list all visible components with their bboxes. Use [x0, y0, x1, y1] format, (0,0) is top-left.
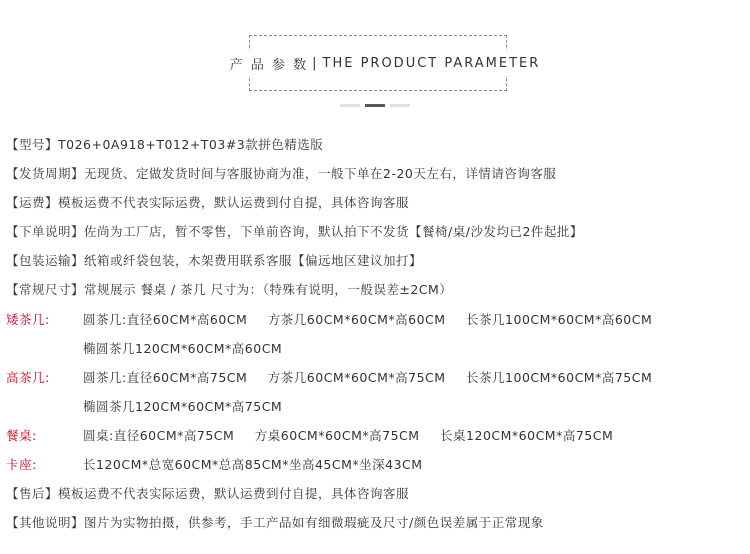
row-model [6, 135, 323, 153]
row-value: 纸箱或纤袋包装，木架费用联系客服【偏远地区建议加打】 [84, 253, 423, 268]
row-label: 【其他说明】 [6, 515, 85, 530]
pagination-dashes [340, 104, 410, 107]
size-item: 圆桌:直径60CM*高75CM [83, 428, 235, 443]
page-title [215, 50, 555, 76]
low-table-label: 矮茶几: [6, 312, 50, 327]
size-item: 长茶几100CM*60CM*高75CM [466, 370, 653, 385]
size-item: 方茶几60CM*60CM*高60CM [267, 312, 446, 327]
dash-1 [340, 104, 360, 107]
dining-sizes [83, 426, 613, 444]
row-value: 图片为实物拍摄，供参考，手工产品如有细微瑕疵及尺寸/颜色误差属于正常现象 [84, 515, 544, 530]
low-table-sizes [83, 310, 652, 328]
row-label: 【包装运输】 [6, 253, 85, 268]
row-delivery [6, 164, 556, 182]
size-item: 长茶几100CM*60CM*高60CM [466, 312, 653, 327]
low-table-sizes-2: 椭圆茶几120CM*60CM*高60CM [83, 341, 283, 356]
high-table-sizes [83, 368, 652, 386]
high-table-sizes-2: 椭圆茶几120CM*60CM*高75CM [83, 399, 283, 414]
title-zh: 产 品 参 数 [229, 57, 309, 73]
booth-label: 卡座: [6, 457, 37, 472]
dining-label: 餐桌: [6, 428, 37, 443]
row-label: 【型号】 [6, 137, 59, 152]
row-value: T026+0A918+T012+T03#3款拼色精选版 [58, 137, 324, 152]
row-label: 【下单说明】 [6, 224, 85, 239]
row-label: 【运费】 [6, 195, 59, 210]
size-item: 长桌120CM*60CM*高75CM [440, 428, 614, 443]
row-value: 模板运费不代表实际运费，默认运费到付自提，具体咨询客服 [58, 486, 410, 501]
row-value: 无现货、定做发货时间与客服协商为准，一般下单在2-20天左右，详情请咨询客服 [84, 166, 557, 181]
row-value: 模板运费不代表实际运费，默认运费到付自提，具体咨询客服 [58, 195, 410, 210]
row-shipping [6, 193, 409, 211]
row-value: 佐尚为工厂店，暂不零售，下单前咨询，默认拍下不发货【餐椅/桌/沙发均已2件起批】 [84, 224, 583, 239]
size-item: 圆茶几:直径60CM*高60CM [83, 312, 248, 327]
row-label: 【售后】 [6, 486, 59, 501]
size-item: 圆茶几:直径60CM*高75CM [83, 370, 248, 385]
row-label: 【发货周期】 [6, 166, 85, 181]
dash-3 [390, 104, 410, 107]
title-separator: | [312, 55, 319, 71]
booth-sizes: 长120CM*总宽60CM*总高85CM*坐高45CM*坐深43CM [83, 457, 423, 472]
dash-2-active [365, 104, 385, 107]
size-item: 方茶几60CM*60CM*高75CM [267, 370, 446, 385]
row-value: 常规展示 餐桌 / 茶几 尺寸为：（特殊有说明，一般误差±2CM） [84, 282, 453, 297]
row-other [6, 513, 544, 531]
size-item: 方桌60CM*60CM*高75CM [254, 428, 420, 443]
row-aftersale [6, 484, 409, 502]
row-size [6, 280, 452, 298]
high-table-label: 高茶几: [6, 370, 50, 385]
row-packaging [6, 251, 422, 269]
row-order-note [6, 222, 583, 240]
title-en: THE PRODUCT PARAMETER [322, 55, 541, 71]
row-label: 【常规尺寸】 [6, 282, 85, 297]
